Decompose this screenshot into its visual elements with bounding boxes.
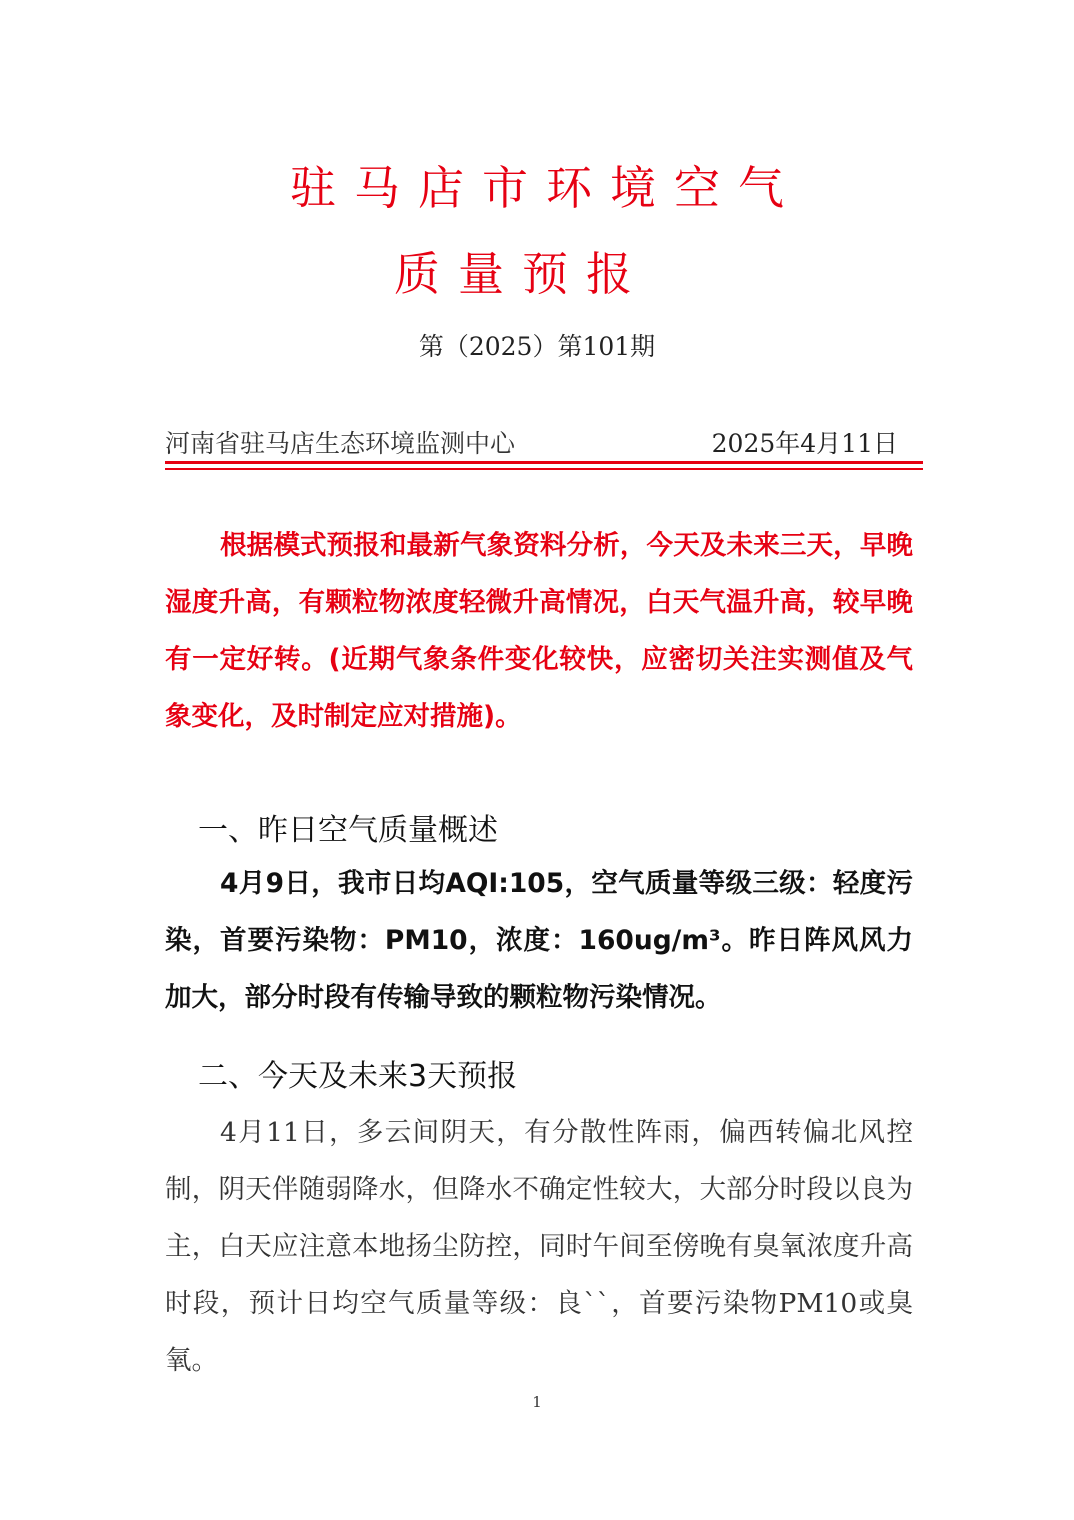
header-divider-thin — [165, 468, 923, 470]
document-title-line1: 驻马店市环境空气 — [290, 161, 802, 215]
issue-date: 2025年4月11日 — [711, 429, 898, 458]
section2-heading: 二、今天及未来3天预报 — [198, 1059, 518, 1094]
document-title-line2: 质量预报 — [394, 247, 650, 301]
header-divider-thick — [165, 461, 923, 464]
issuing-organization: 河南省驻马店生态环境监测中心 — [165, 429, 516, 458]
section1-heading: 一、昨日空气质量概述 — [198, 813, 498, 848]
forecast-summary: 根据模式预报和最新气象资料分析，今天及未来三天，早晚湿度升高，有颗粒物浓度轻微升高情况，白天气温升高，较早晚有一定好转。(近期气象条件变化较快，应密切关注实测值及气象变化，及时制定应对措施)。 — [165, 530, 913, 732]
issue-number: 第（2025）第101期 — [418, 332, 656, 361]
section2-body: 4月11日，多云间阴天，有分散性阵雨，偏西转偏北风控制，阴天伴随弱降水，但降水不确定性较大，大部分时段以良为主，白天应注意本地扬尘防控，同时午间至傍晚有臭氧浓度升高时段，预计日均空气质量等级：良``，首要污染物PM10或臭氧。 — [165, 1117, 913, 1376]
section1-body: 4月9日，我市日均AQI:105，空气质量等级三级：轻度污染，首要污染物：PM10，浓度：160ug/m³。昨日阵风风力加大，部分时段有传输导致的颗粒物污染情况。 — [165, 868, 913, 1013]
page-number: 1 — [532, 1393, 542, 1411]
